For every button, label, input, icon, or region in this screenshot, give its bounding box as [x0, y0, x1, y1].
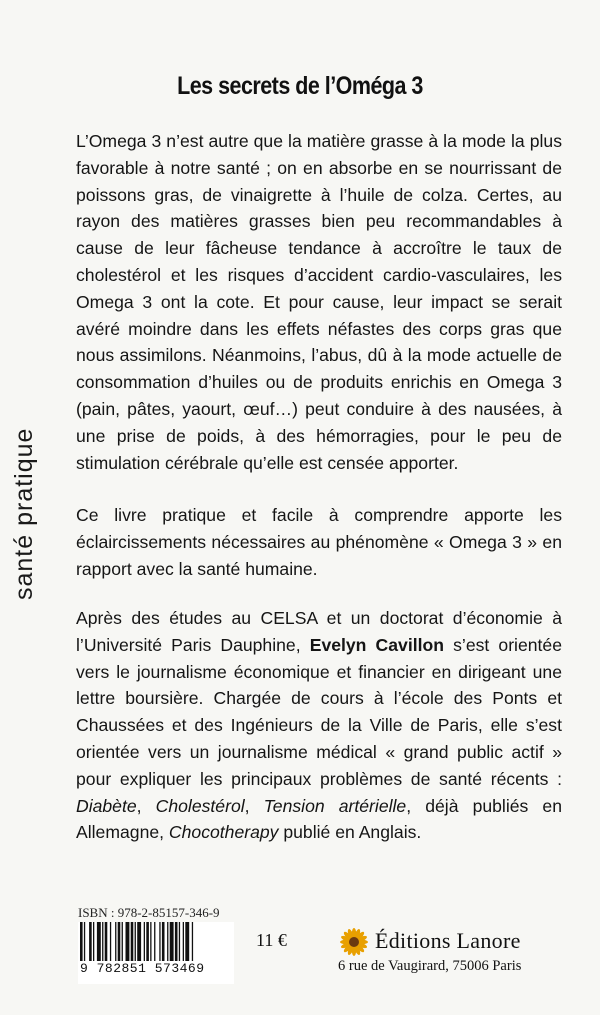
barcode-bar — [192, 922, 193, 962]
barcode-bar — [179, 922, 180, 962]
publisher-name: Éditions Lanore — [375, 928, 521, 953]
barcode-bar — [126, 922, 130, 962]
barcode-bar — [150, 922, 151, 962]
summary-paragraph-1 — [76, 128, 562, 476]
author-bio — [76, 605, 562, 846]
barcode-bar — [122, 922, 123, 962]
book-title-diabete: Diabète — [76, 795, 137, 816]
author-bio-text — [76, 605, 562, 846]
separator-comma: , — [244, 795, 250, 816]
series-label: santé pratique — [10, 427, 38, 600]
barcode-bar — [80, 922, 83, 962]
barcode-bar — [154, 922, 155, 962]
summary-text-1: L’Omega 3 n’est autre que la matière grasse à la mode la plus favorable à notre santé ; on en absorbe en se nourrissant de poissons gras, de vinaigrette à l’huile de colza. Certes, au rayon des matières grasses bien peu recommandables à cause de leur fâcheuse tendance à accroître le taux de cholestérol et les risques d’accident cardio-vasculaires, les Omega 3 ont la cote. Et pour cause, leur impact se serait avéré moindre dans les effets néfastes des corps gras que nous assimilons. Néanmoins, l’abus, dû à la mode actuelle de consommation d’huiles ou de produits enrichis en Omega 3 (pain, pâtes, yaourt, œuf…) peut conduire à des nausées, à une prise de poids, à des hémorragies, pour le peu de stimulation cérébrale qu’elle est censée apporter. — [76, 131, 562, 473]
barcode-bar — [135, 922, 136, 962]
isbn-label: ISBN : 978-2-85157-346-9 — [78, 905, 220, 920]
barcode-bar — [93, 922, 94, 962]
separator-comma: , — [136, 795, 142, 816]
barcode-digits: 9 782851 573469 — [80, 961, 205, 976]
barcode-bar — [159, 922, 160, 962]
sunflower-svg — [340, 928, 368, 956]
author-name: Evelyn Cavillon — [309, 634, 444, 655]
barcode-bar — [84, 922, 85, 962]
book-title-chocotherapy: Chocotherapy — [168, 822, 279, 843]
book-title: Les secrets de l’Oméga 3 — [177, 72, 423, 100]
barcode-bars — [78, 922, 234, 962]
author-bio-body: s’est orientée vers le journalisme économique et financier en dirigeant une lettre boursière. Chargée de cours à l’école des Ponts et Chaussées et des Ingénieurs de la Ville de Paris, elle s’est orientée vers un journalisme médical « grand public actif » pour expliquer les principaux problèmes de santé récents : — [76, 634, 562, 789]
publisher-address: 6 rue de Vaugirard, 75006 Paris — [338, 958, 522, 974]
book-title-cholesterol: Cholestérol — [155, 795, 245, 816]
barcode-bar — [110, 922, 111, 962]
barcode-bar — [97, 922, 101, 962]
published-germany: , déjà publiés en Allemagne, — [76, 795, 563, 843]
barcode-bar — [89, 922, 92, 962]
barcode-bar — [175, 922, 178, 962]
barcode-bar — [131, 922, 134, 962]
summary-paragraph-2 — [76, 502, 562, 582]
book-title-tension: Tension artérielle — [263, 795, 407, 816]
barcode-bar — [137, 922, 141, 962]
barcode-bar — [183, 922, 184, 962]
barcode-bar — [146, 922, 149, 962]
sunflower-icon — [340, 928, 368, 956]
barcode-bar — [105, 922, 108, 962]
barcode-bar — [115, 922, 116, 962]
price: 11 € — [256, 930, 287, 950]
summary-text-2: Ce livre pratique et facile à comprendre apporte les éclaircissements nécessaires au phénomène « Omega 3 » en rapport avec la santé humaine. — [76, 505, 562, 579]
barcode-bar — [185, 922, 189, 962]
barcode-bar — [144, 922, 145, 962]
author-bio-intro: Après des études au CELSA et un doctorat d’économie à l’Université Paris Dauphine, — [76, 608, 562, 655]
barcode-bar — [118, 922, 121, 962]
published-english: publié en Anglais. — [283, 822, 422, 843]
barcode-bar — [170, 922, 174, 962]
barcode-bar — [102, 922, 103, 962]
barcode-bar — [162, 922, 165, 962]
barcode-bar — [167, 922, 168, 962]
